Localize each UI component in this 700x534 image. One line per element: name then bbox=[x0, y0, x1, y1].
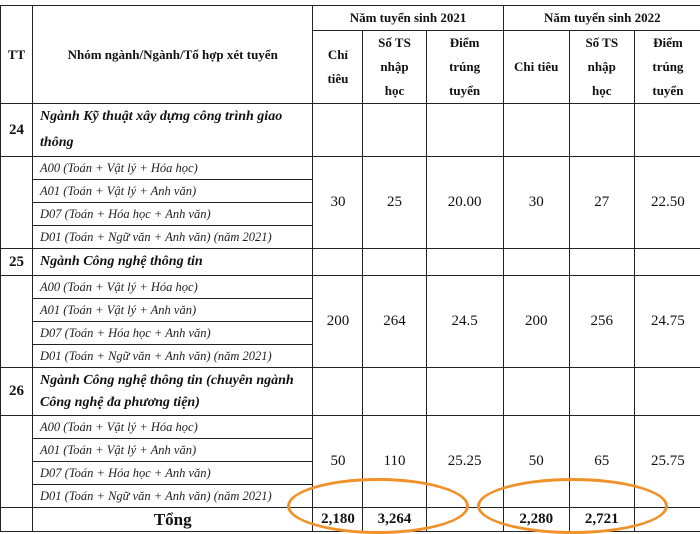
quota-2022: 30 bbox=[503, 157, 569, 249]
enrolled-2022: 27 bbox=[569, 157, 634, 249]
major-tt: 26 bbox=[1, 368, 33, 416]
header-score-2022: Điểm trúng tuyển bbox=[634, 31, 700, 104]
major-name: Ngành Công nghệ thông tin bbox=[33, 249, 313, 276]
major-row bbox=[1, 368, 700, 416]
admission-table bbox=[0, 5, 700, 532]
quota-2021: 30 bbox=[313, 157, 363, 249]
quota-2021: 50 bbox=[313, 416, 363, 508]
combo-row bbox=[1, 416, 700, 439]
header-quota-2022: Chi tiêu bbox=[503, 31, 569, 104]
enrolled-2022: 65 bbox=[569, 416, 634, 508]
total-enrolled-2021: 3,264 bbox=[363, 508, 426, 532]
combo: A00 (Toán + Vật lý + Hóa học) bbox=[33, 276, 313, 299]
major-name: Ngành Kỹ thuật xây dựng công trình giao thông bbox=[33, 104, 313, 157]
major-row bbox=[1, 249, 700, 276]
combo: D01 (Toán + Ngữ văn + Anh văn) (năm 2021) bbox=[33, 345, 313, 368]
combo-row bbox=[1, 157, 700, 180]
enrolled-2022: 256 bbox=[569, 276, 634, 368]
enrolled-2021: 110 bbox=[363, 416, 426, 508]
combo: D07 (Toán + Hóa học + Anh văn) bbox=[33, 203, 313, 226]
combo: D01 (Toán + Ngữ văn + Anh văn) (năm 2021) bbox=[33, 226, 313, 249]
combo: D01 (Toán + Ngữ văn + Anh văn) (năm 2021) bbox=[33, 485, 313, 508]
quota-2021: 200 bbox=[313, 276, 363, 368]
major-tt: 25 bbox=[1, 249, 33, 276]
header-score-2021: Điểm trúng tuyển bbox=[426, 31, 503, 104]
major-tt: 24 bbox=[1, 104, 33, 157]
total-score-2022 bbox=[634, 508, 700, 532]
combo-row bbox=[1, 276, 700, 299]
total-quota-2022: 2,280 bbox=[503, 508, 569, 532]
total-label: Tổng bbox=[33, 508, 313, 532]
quota-2022: 50 bbox=[503, 416, 569, 508]
score-2022: 22.50 bbox=[634, 157, 700, 249]
combo: D07 (Toán + Hóa học + Anh văn) bbox=[33, 462, 313, 485]
total-enrolled-2022: 2,721 bbox=[569, 508, 634, 532]
major-name: Ngành Công nghệ thông tin (chuyên ngành Công nghệ đa phương tiện) bbox=[33, 368, 313, 416]
enrolled-2021: 25 bbox=[363, 157, 426, 249]
total-score-2021 bbox=[426, 508, 503, 532]
header-year-2022: Năm tuyển sinh 2022 bbox=[503, 6, 700, 31]
combo: A01 (Toán + Vật lý + Anh văn) bbox=[33, 439, 313, 462]
score-2021: 20.00 bbox=[426, 157, 503, 249]
total-quota-2021: 2,180 bbox=[313, 508, 363, 532]
score-2021: 24.5 bbox=[426, 276, 503, 368]
header-year-2021: Năm tuyển sinh 2021 bbox=[313, 6, 503, 31]
header-group: Nhóm ngành/Ngành/Tổ hợp xét tuyển bbox=[33, 6, 313, 104]
combo: A01 (Toán + Vật lý + Anh văn) bbox=[33, 299, 313, 322]
combo: A00 (Toán + Vật lý + Hóa học) bbox=[33, 416, 313, 439]
enrolled-2021: 264 bbox=[363, 276, 426, 368]
combo: A01 (Toán + Vật lý + Anh văn) bbox=[33, 180, 313, 203]
score-2022: 25.75 bbox=[634, 416, 700, 508]
score-2021: 25.25 bbox=[426, 416, 503, 508]
header-enrolled-2021: Số TS nhập học bbox=[363, 31, 426, 104]
score-2022: 24.75 bbox=[634, 276, 700, 368]
major-row bbox=[1, 104, 700, 157]
header-tt: TT bbox=[1, 6, 33, 104]
header-enrolled-2022: Số TS nhập học bbox=[569, 31, 634, 104]
total-row bbox=[1, 508, 700, 532]
header-quota-2021: Chỉ tiêu bbox=[313, 31, 363, 104]
quota-2022: 200 bbox=[503, 276, 569, 368]
combo: D07 (Toán + Hóa học + Anh văn) bbox=[33, 322, 313, 345]
combo: A00 (Toán + Vật lý + Hóa học) bbox=[33, 157, 313, 180]
